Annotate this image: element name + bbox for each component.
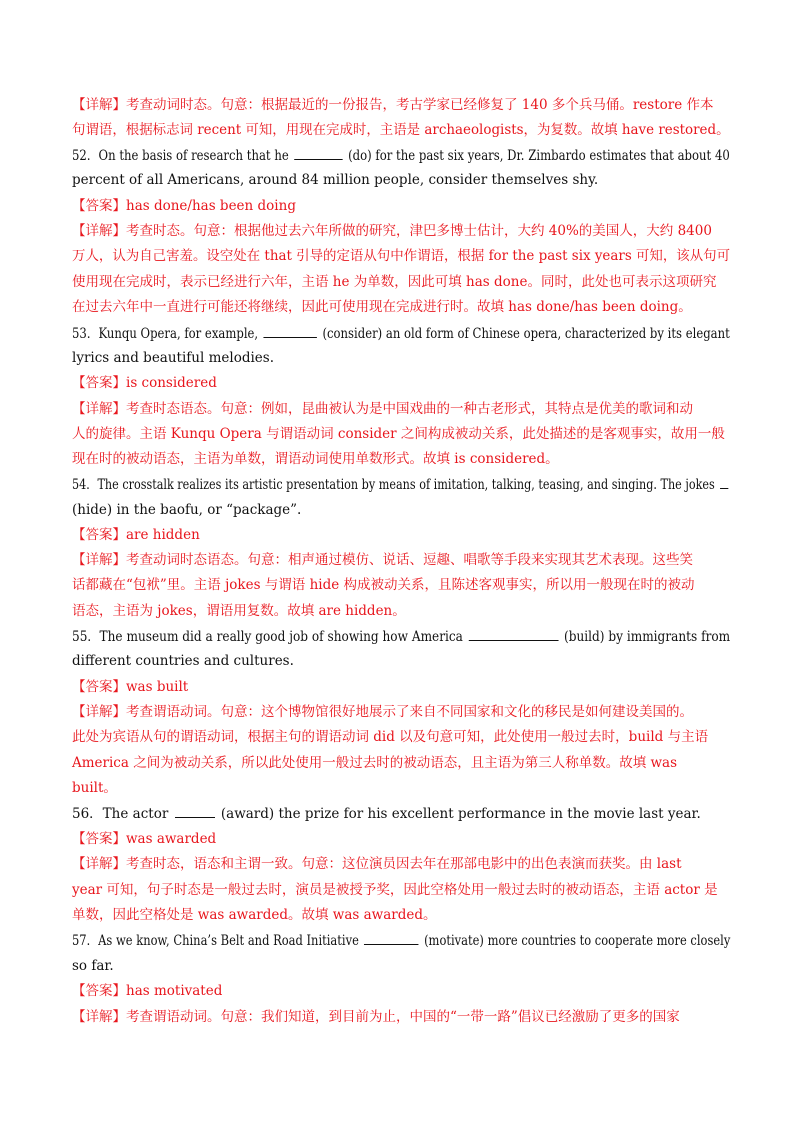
answer-blank xyxy=(720,475,728,489)
question-text: (motivate) more countries to cooperate more closely xyxy=(424,933,731,949)
explanation-line: 【详解】考查谓语动词。句意：我们知道，到目前为止，中国的“一带一路”倡议已经激励了更多的国家 xyxy=(72,1009,680,1025)
question-continuation: different countries and cultures. xyxy=(72,653,294,669)
explanation-line: 人的旋律。主语 Kunqu Opera 与谓语动词 consider 之间构成被动关系，此处描述的是客观事实，故用一般 xyxy=(72,426,725,442)
question-text: (award) the prize for his excellent performance in the movie last year. xyxy=(220,806,701,822)
explanation-line: 话都藏在“包袱”里。主语 jokes 与谓语 hide 构成被动关系，且陈述客观事实，所以用一般现在时的被动 xyxy=(72,577,695,593)
answer-label: 【答案】has done/has been doing xyxy=(72,198,296,214)
explanation-line: 在过去六年中一直进行可能还将继续，因此可使用现在完成进行时。故填 has done/has been doing。 xyxy=(72,299,692,315)
answer-blank xyxy=(294,146,342,160)
question-continuation: percent of all Americans, around 84 million people, consider themselves shy. xyxy=(72,172,599,188)
explanation-line: 句谓语，根据标志词 recent 可知，用现在完成时，主语是 archaeologists，为复数。故填 have restored。 xyxy=(72,122,730,138)
question-text: (build) by immigrants from xyxy=(563,629,731,645)
explanation-line: 此处为宾语从句的谓语动词，根据主句的谓语动词 did 以及句意可知，此处使用一般过去时，build 与主语 xyxy=(72,729,709,745)
explanation-line: 【详解】考查动词时态语态。句意：相声通过模仿、说话、逗趣、唱歌等手段来实现其艺术表现。这些笑 xyxy=(72,552,693,568)
explanation-line: 语态，主语为 jokes，谓语用复数。故填 are hidden。 xyxy=(72,603,406,619)
explanation-line: 使用现在完成时，表示已经进行六年，主语 he 为单数，因此可填 has done。同时，此处也可表示这项研究 xyxy=(72,274,717,290)
answer-label: 【答案】is considered xyxy=(72,375,217,391)
question-52 xyxy=(72,146,730,164)
question-text: 56．The actor xyxy=(72,806,169,822)
explanation-line: 【详解】考查时态，语态和主谓一致。句意：这位演员因去年在那部电影中的出色表演而获奖。由 last xyxy=(72,856,682,872)
question-55 xyxy=(72,627,730,645)
question-56 xyxy=(72,804,701,822)
answer-label: 【答案】was built xyxy=(72,679,189,695)
question-continuation: (hide) in the baofu, or “package”. xyxy=(72,502,302,518)
question-53 xyxy=(72,324,730,342)
explanation-line: 【详解】考查时态语态。句意：例如，昆曲被认为是中国戏曲的一种古老形式，其特点是优美的歌词和动 xyxy=(72,401,693,417)
explanation-line: 单数，因此空格处是 was awarded。故填 was awarded。 xyxy=(72,907,437,923)
answer-blank xyxy=(469,627,559,641)
explanation-line: built。 xyxy=(72,780,117,796)
answer-blank xyxy=(364,931,418,945)
question-text: 55．The museum did a really good job of showing how America xyxy=(72,629,463,645)
explanation-line: America 之间为被动关系，所以此处使用一般过去时的被动语态，且主语为第三人称单数。故填 was xyxy=(72,755,678,771)
explanation-line: 【详解】考查时态。句意：根据他过去六年所做的研究，津巴多博士估计，大约 40%的美国人，大约 8400 xyxy=(72,223,712,239)
explanation-line: 【详解】考查动词时态。句意：根据最近的一份报告，考古学家已经修复了 140 多个兵马俑。restore 作本 xyxy=(72,97,714,113)
answer-label: 【答案】was awarded xyxy=(72,831,217,847)
question-continuation: lyrics and beautiful melodies. xyxy=(72,350,274,366)
explanation-line: year 可知，句子时态是一般过去时，演员是被授予奖，因此空格处用一般过去时的被动语态，主语 actor 是 xyxy=(72,882,718,898)
question-text: (do) for the past six years, Dr. Zimbardo estimates that about 40 xyxy=(348,148,730,164)
question-text: 53．Kunqu Opera, for example, xyxy=(72,326,259,342)
question-54 xyxy=(72,475,730,493)
question-text: 57．As we know, China’s Belt and Road Initiative xyxy=(72,933,359,949)
explanation-line: 现在时的被动语态，主语为单数，谓语动词使用单数形式。故填 is considered。 xyxy=(72,451,559,467)
question-text: (consider) an old form of Chinese opera, characterized by its elegant xyxy=(322,326,730,342)
answer-label: 【答案】are hidden xyxy=(72,527,200,543)
question-continuation: so far. xyxy=(72,958,114,974)
explanation-line: 【详解】考查谓语动词。句意：这个博物馆很好地展示了来自不同国家和文化的移民是如何建设美国的。 xyxy=(72,704,693,720)
answer-blank xyxy=(264,324,317,338)
question-text: 54．The crosstalk realizes its artistic presentation by means of imitation, talking, teasing, and singing. The jokes xyxy=(72,477,715,493)
question-57 xyxy=(72,931,730,949)
explanation-line: 万人，认为自己害羞。设空处在 that 引导的定语从句中作谓语，根据 for the past six years 可知，该从句可 xyxy=(72,248,731,264)
answer-label: 【答案】has motivated xyxy=(72,983,223,999)
answer-blank xyxy=(175,804,215,818)
question-text: 52．On the basis of research that he xyxy=(72,148,289,164)
